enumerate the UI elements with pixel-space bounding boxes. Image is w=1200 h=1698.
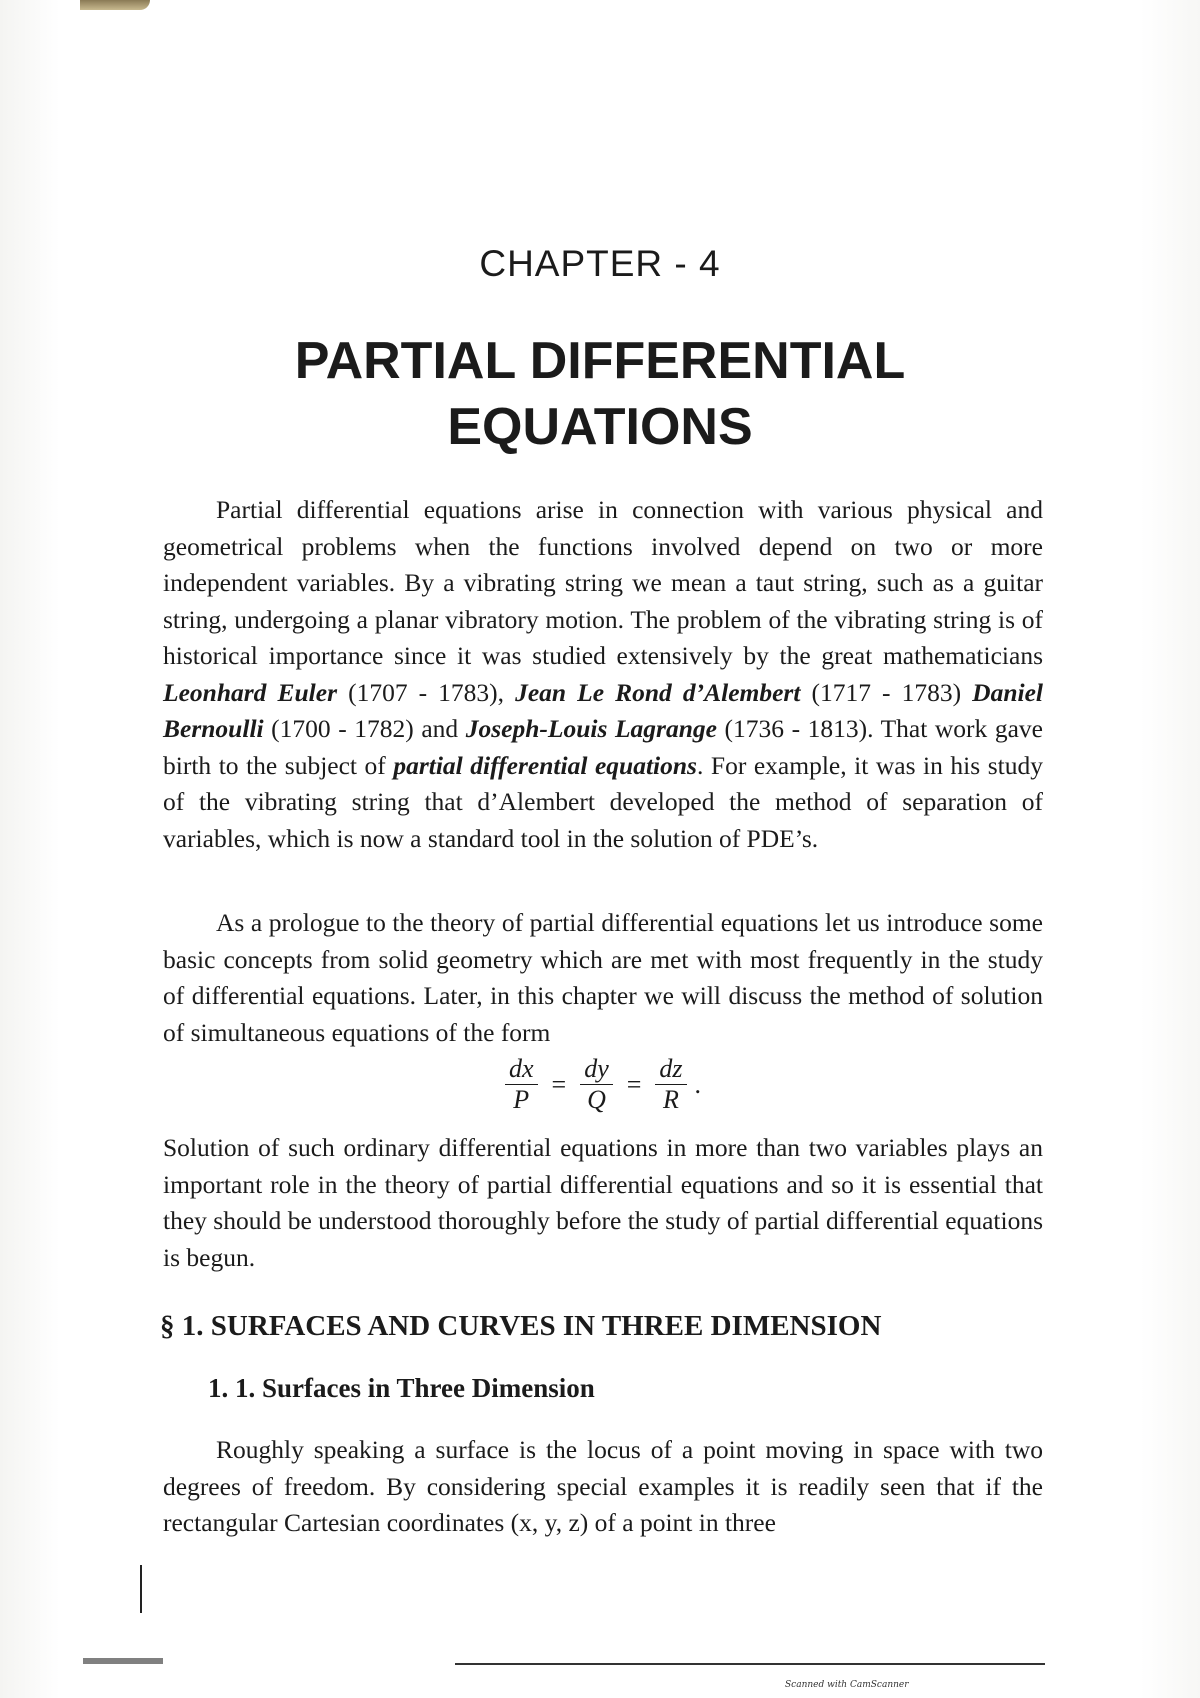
- name-dalembert: Jean Le Rond d’Alembert: [515, 677, 801, 707]
- equals-sign: =: [551, 1069, 567, 1099]
- fraction-dy-q: [580, 1054, 613, 1115]
- name-bernoulli: Daniel Bernoulli: [163, 677, 1043, 743]
- name-lagrange: Joseph-Louis Lagrange: [465, 714, 717, 743]
- denominator-r: R: [663, 1085, 679, 1114]
- section-heading: § 1. SURFACES AND CURVES IN THREE DIMENSION: [160, 1310, 882, 1342]
- subsection-heading: 1. 1. Surfaces in Three Dimension: [208, 1373, 595, 1403]
- intro-text: (1700 - 1782) and: [263, 714, 466, 743]
- numerator-dx: dx: [505, 1054, 538, 1085]
- equals-sign: =: [626, 1069, 642, 1099]
- margin-mark: [140, 1565, 142, 1613]
- surfaces-paragraph-text: Roughly speaking a surface is the locus of a point moving in space with two degrees of freedom. By considering special examples it is readily seen that if the rectangular Cartesian coordinates (x, y, z) of a point in three: [163, 1435, 1043, 1537]
- denominator-p: P: [513, 1085, 530, 1114]
- numerator-dy: dy: [580, 1054, 613, 1085]
- simultaneous-equation-formula: [0, 1054, 1200, 1115]
- scan-edge-mark: [83, 1658, 163, 1664]
- intro-text: . For example, it was in his study of the vibrating string that d’Alembert developed the method of separation of variables, which is now a standard tool in the solution of PDE’s.: [163, 750, 1043, 853]
- intro-paragraph-2-text: As a prologue to the theory of partial differential equations let us introduce some basic concepts from solid geometry which are met with most frequently in the study of differential equations. Later, in this chapter we will discuss the method of solution of simultaneous equations of the form: [163, 908, 1043, 1047]
- intro-text: (1736 - 1813). That work gave birth to the subject of: [163, 714, 1043, 780]
- intro-text: Partial differential equations arise in connection with various physical and geometrical problems when the functions involved depend on two or more independent variables. By a vibrating string we mean a taut string, such as a guitar string, undergoing a planar vibratory motion. The problem of the vibrating string is of historical importance since it was studied extensively by the great mathematicians: [163, 495, 1043, 670]
- chapter-title-line-1: PARTIAL DIFFERENTIAL: [294, 332, 906, 390]
- intro-paragraph-1: [163, 492, 1043, 857]
- chapter-title: [0, 328, 1200, 460]
- fraction-dx-p: [505, 1054, 538, 1115]
- post-formula-text: Solution of such ordinary differential equations in more than two variables plays an important role in the theory of partial differential equations and so it is essential that they should be understood thoroughly before the study of partial differential equations is begun.: [163, 1133, 1043, 1272]
- surfaces-paragraph: [163, 1432, 1043, 1542]
- formula-period: .: [694, 1069, 702, 1099]
- footer-rule: [455, 1663, 1045, 1665]
- intro-text: (1717 - 1783): [800, 677, 973, 707]
- intro-paragraph-2: [163, 905, 1043, 1051]
- intro-text: (1707 - 1783),: [337, 677, 516, 707]
- post-formula-paragraph: [163, 1130, 1043, 1276]
- name-euler: Leonhard Euler: [163, 677, 338, 707]
- chapter-title-line-2: EQUATIONS: [447, 398, 753, 456]
- fraction-dz-r: [655, 1054, 686, 1115]
- chapter-label: CHAPTER - 4: [479, 243, 721, 284]
- denominator-q: Q: [587, 1085, 606, 1114]
- term-pde: partial differential equations: [393, 750, 697, 780]
- numerator-dz: dz: [655, 1054, 686, 1085]
- page-corner-mark: [80, 0, 150, 10]
- scanner-watermark: Scanned with CamScanner: [785, 1680, 909, 1690]
